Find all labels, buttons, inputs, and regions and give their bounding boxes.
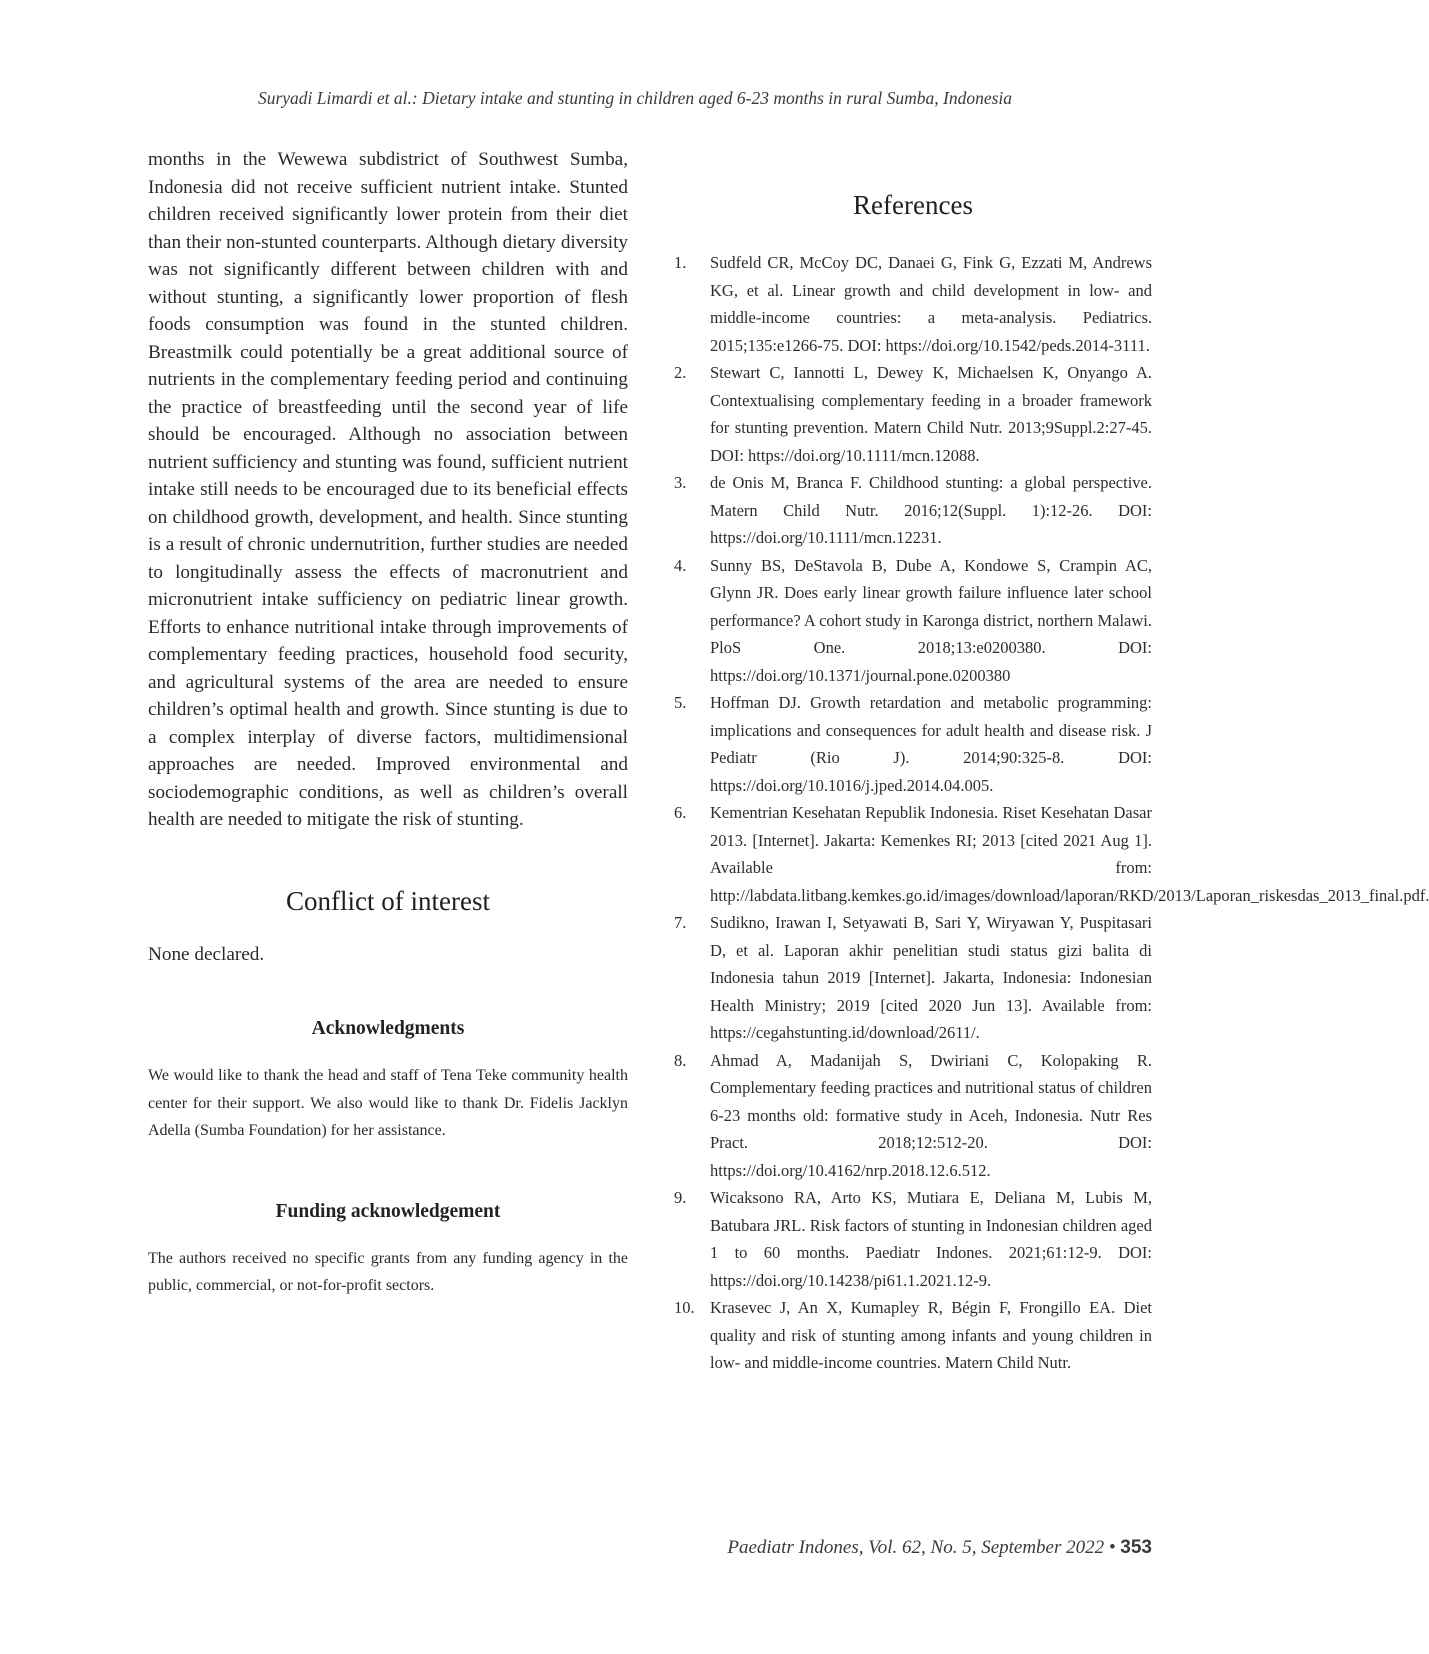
- reference-number: 4.: [674, 555, 687, 575]
- reference-item: [674, 359, 1152, 469]
- reference-number: 6.: [674, 803, 687, 822]
- reference-number: 2.: [674, 363, 687, 382]
- reference-item: [674, 799, 1429, 909]
- reference-number: 10.: [674, 1298, 695, 1317]
- reference-text: Sudikno, Irawan I, Setyawati B, Sari Y, Wiryawan Y, Puspitasari D, et al. Laporan akhir penelitian studi status gizi balita di Indonesia tahun 2019 [Internet]. Jakarta, Indonesia: Indonesian Health Ministry; 2019 [cited 2020 Jun 13]. Available from: https://cegahstunting.id/download/2611/.: [710, 913, 1152, 1042]
- left-column: [148, 146, 628, 1300]
- reference-item: [674, 909, 1152, 1047]
- reference-text: Kementrian Kesehatan Republik Indonesia. Riset Kesehatan Dasar 2013. [Internet]. Jakarta: Kemenkes RI; 2013 [cited 2021 Aug 1]. Available from: http://labdata.litbang.kemkes.go.id/images/download/laporan/RKD/2013/Laporan_riskesdas_2013_final.pdf.: [710, 803, 1429, 905]
- reference-number: 9.: [674, 1188, 687, 1207]
- reference-item: [674, 1184, 1152, 1294]
- right-column: [674, 190, 1429, 1377]
- journal-citation: Paediatr Indones, Vol. 62, No. 5, September 2022: [727, 1537, 1105, 1558]
- reference-text: de Onis M, Branca F. Childhood stunting: a global perspective. Matern Child Nutr. 2016;12(Suppl. 1):12-26. DOI: https://doi.org/10.1111/mcn.12231.: [710, 473, 1152, 547]
- reference-item: [674, 689, 1152, 799]
- reference-item: [674, 552, 1152, 690]
- reference-number: 7.: [674, 913, 687, 932]
- funding-text: The authors received no specific grants from any funding agency in the public, commercial, or not-for-profit sectors.: [148, 1249, 628, 1294]
- reference-item: [674, 469, 1152, 552]
- acknowledgments-text: We would like to thank the head and staff of Tena Teke community health center for their support. We also would like to thank Dr. Fidelis Jacklyn Adella (Sumba Foundation) for her assistance.: [148, 1067, 628, 1139]
- funding-heading: Funding acknowledgement: [275, 1200, 501, 1222]
- footer-bullet: •: [1108, 1537, 1116, 1558]
- reference-text: Wicaksono RA, Arto KS, Mutiara E, Deliana M, Lubis M, Batubara JRL. Risk factors of stunting in Indonesian children aged 1 to 60 months. Paediatr Indones. 2021;61:12-9. DOI: https://doi.org/10.14238/pi61.1.2021.12-9.: [710, 1188, 1152, 1290]
- reference-text: Krasevec J, An X, Kumapley R, Bégin F, Frongillo EA. Diet quality and risk of stunting among infants and young children in low- and middle-income countries. Matern Child Nutr.: [710, 1298, 1152, 1372]
- reference-number: 1.: [674, 253, 687, 272]
- page-footer: [727, 1537, 1152, 1559]
- reference-item: [674, 1047, 1152, 1185]
- reference-text: Sunny BS, DeStavola B, Dube A, Kondowe S, Crampin AC, Glynn JR. Does early linear growth failure influence later school performance? A cohort study in Karonga district, northern Malawi. PloS One. 2018;13:e0200380. DOI: https://doi.org/10.1371/journal.pone.0200380: [710, 555, 1152, 685]
- reference-number: 5.: [674, 693, 687, 712]
- acknowledgments-heading: Acknowledgments: [311, 1018, 465, 1039]
- reference-text: Ahmad A, Madanijah S, Dwiriani C, Kolopaking R. Complementary feeding practices and nutritional status of children 6-23 months old: formative study in Aceh, Indonesia. Nutr Res Pract. 2018;12:512-20. DOI: https://doi.org/10.4162/nrp.2018.12.6.512.: [710, 1050, 1152, 1180]
- conflict-heading: Conflict of interest: [286, 885, 490, 916]
- discussion-paragraph: months in the Wewewa subdistrict of Southwest Sumba, Indonesia did not receive sufficient nutrient intake. Stunted children received significantly lower protein from their diet than their non-stunted counterparts. Although dietary diversity was not significantly different between children with and without stunting, a significantly lower proportion of flesh foods consumption was found in the stunted children. Breastmilk could potentially be a great additional source of nutrients in the complementary feeding period and continuing the practice of breastfeeding until the second year of life should be encouraged. Although no association between nutrient sufficiency and stunting was found, sufficient nutrient intake still needs to be encouraged due to its beneficial effects on childhood growth, development, and health. Since stunting is a result of chronic undernutrition, further studies are needed to longitudinally assess the effects of macronutrient and micronutrient intake sufficiency on pediatric linear growth. Efforts to enhance nutritional intake through improvements of complementary feeding practices, household food security, and agricultural systems of the area are needed to ensure children’s optimal health and growth. Since stunting is due to a complex interplay of diverse factors, multidimensional approaches are needed. Improved environmental and sociodemographic conditions, as well as children’s overall health are needed to mitigate the risk of stunting.: [148, 149, 628, 830]
- references-heading: References: [853, 190, 973, 220]
- running-header: Suryadi Limardi et al.: Dietary intake and stunting in children aged 6-23 months in rural Sumba, Indonesia: [257, 88, 1013, 108]
- reference-number: 8.: [674, 1050, 687, 1070]
- reference-item: [674, 1294, 1152, 1377]
- reference-list: [674, 249, 1429, 1377]
- page-number: 353: [1120, 1537, 1152, 1558]
- reference-text: Stewart C, Iannotti L, Dewey K, Michaelsen K, Onyango A. Contextualising complementary feeding in a broader framework for stunting prevention. Matern Child Nutr. 2013;9Suppl.2:27-45. DOI: https://doi.org/10.1111/mcn.12088.: [710, 363, 1152, 465]
- conflict-text: None declared.: [148, 943, 265, 965]
- reference-item: [674, 249, 1152, 359]
- reference-text: Hoffman DJ. Growth retardation and metabolic programming: implications and consequences for adult health and disease risk. J Pediatr (Rio J). 2014;90:325-8. DOI: https://doi.org/10.1016/j.jped.2014.04.005.: [710, 693, 1152, 795]
- reference-text: Sudfeld CR, McCoy DC, Danaei G, Fink G, Ezzati M, Andrews KG, et al. Linear growth and child development in low- and middle-income countries: a meta-analysis. Pediatrics. 2015;135:e1266-75. DOI: https://doi.org/10.1542/peds.2014-3111.: [710, 253, 1152, 355]
- reference-number: 3.: [674, 473, 687, 492]
